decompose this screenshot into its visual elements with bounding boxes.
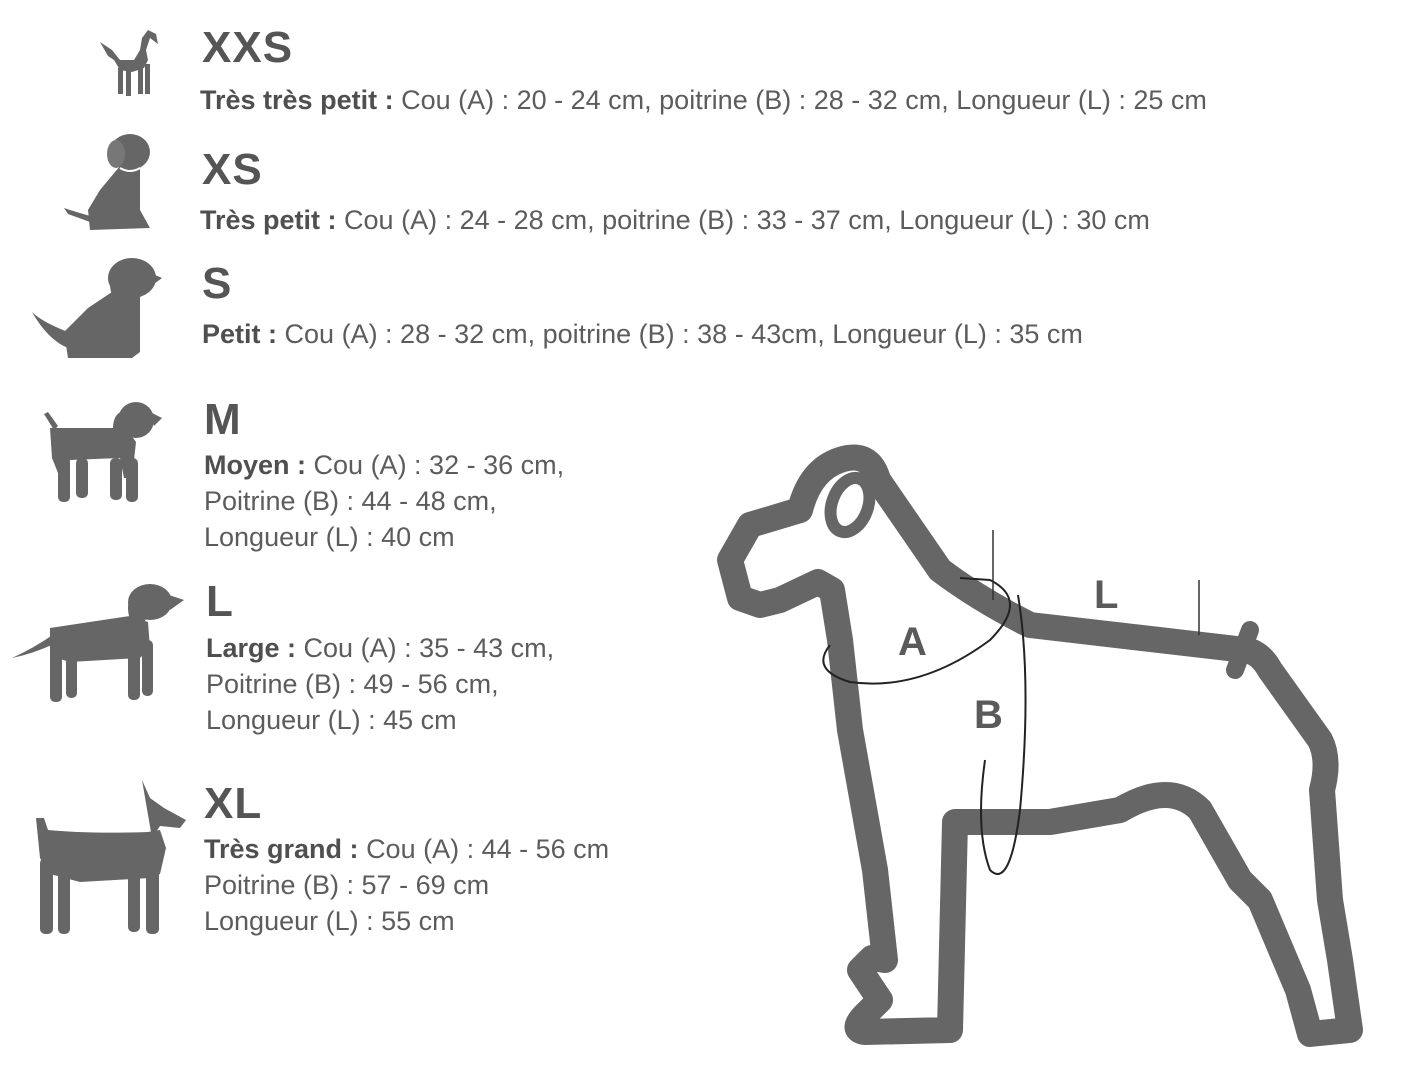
- size-text-s: Cou (A) : 28 - 32 cm, poitrine (B) : 38 - 43cm, Longueur (L) : 35 cm: [284, 319, 1083, 349]
- size-code-s: S: [202, 259, 233, 308]
- size-text-l-2: Poitrine (B) : 49 - 56 cm,: [206, 669, 499, 699]
- size-text-l-1: Cou (A) : 35 - 43 cm,: [303, 633, 555, 663]
- size-code-xs: XS: [202, 145, 263, 194]
- size-code-m: M: [204, 395, 242, 444]
- size-text-m-1: Cou (A) : 32 - 36 cm,: [313, 450, 565, 480]
- size-label-xs: Très petit :: [200, 205, 337, 235]
- label-length: L: [1094, 573, 1119, 617]
- sitting-small-dog-icon: [60, 130, 160, 234]
- size-text-m-2: Poitrine (B) : 44 - 48 cm,: [204, 486, 497, 516]
- size-text-xl-2: Poitrine (B) : 57 - 69 cm: [204, 870, 490, 900]
- size-text-l-3: Longueur (L) : 45 cm: [206, 705, 457, 735]
- size-label-m: Moyen :: [204, 450, 307, 480]
- dog-outline: [730, 458, 1350, 1035]
- label-chest: B: [974, 693, 1003, 737]
- size-desc-l: [206, 630, 554, 738]
- size-code-l: L: [206, 577, 234, 626]
- large-dog-icon: [30, 778, 190, 938]
- sitting-dog-icon: [28, 252, 164, 362]
- retriever-dog-icon: [10, 578, 186, 706]
- chihuahua-icon: [90, 20, 170, 100]
- size-desc-xs: [200, 202, 1150, 238]
- label-neck: A: [898, 620, 927, 664]
- size-label-xxs: Très très petit :: [200, 85, 394, 115]
- size-desc-s: [202, 316, 1083, 352]
- standing-dog-icon: [40, 398, 164, 506]
- size-code-xxs: XXS: [202, 23, 294, 72]
- size-text-xs: Cou (A) : 24 - 28 cm, poitrine (B) : 33 - 37 cm, Longueur (L) : 30 cm: [344, 205, 1150, 235]
- size-label-xl: Très grand :: [204, 834, 359, 864]
- size-text-xxs: Cou (A) : 20 - 24 cm, poitrine (B) : 28 - 32 cm, Longueur (L) : 25 cm: [401, 85, 1207, 115]
- size-code-xl: XL: [204, 779, 263, 828]
- size-desc-m: [204, 447, 564, 555]
- size-text-m-3: Longueur (L) : 40 cm: [204, 522, 455, 552]
- measurement-diagram: [700, 430, 1390, 1085]
- size-desc-xl: [204, 831, 609, 939]
- dog-ear: [824, 473, 877, 538]
- size-text-xl-3: Longueur (L) : 55 cm: [204, 906, 455, 936]
- size-desc-xxs: [200, 82, 1207, 118]
- size-text-xl-1: Cou (A) : 44 - 56 cm: [366, 834, 610, 864]
- size-label-l: Large :: [206, 633, 297, 663]
- size-label-s: Petit :: [202, 319, 278, 349]
